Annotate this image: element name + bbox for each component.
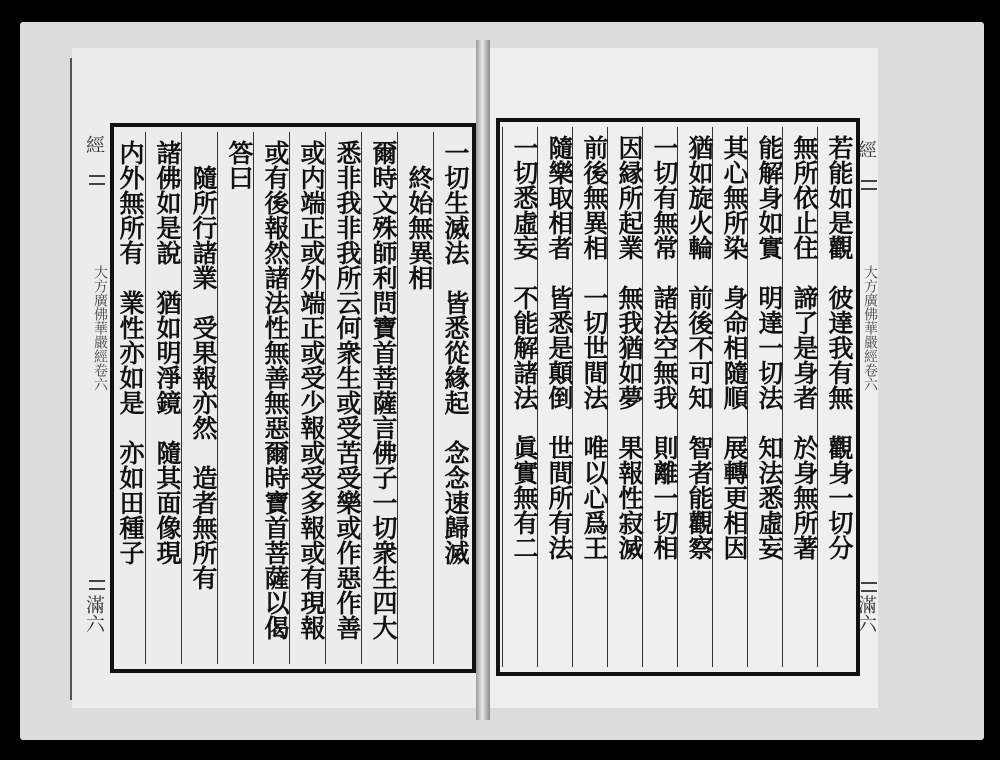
left-margin-page: 滿六 xyxy=(83,595,105,633)
column-text: 其心無所染 身命相隨順 展轉更相因 xyxy=(720,135,749,560)
left-fish-tail-mark xyxy=(89,580,105,590)
text-column xyxy=(502,127,539,667)
left-text-block xyxy=(110,123,476,673)
left-margin-subtitle: 大方廣佛華嚴經卷六 xyxy=(92,265,108,391)
text-column xyxy=(433,132,470,664)
column-text: 終始無異相 xyxy=(405,140,434,290)
text-column xyxy=(712,127,749,667)
column-text: 或内端正或外端正或受少報或受多報或有現報 xyxy=(297,140,326,640)
book-spine xyxy=(476,40,490,720)
text-column xyxy=(361,132,398,664)
column-text: 前後無異相 一切世間法 唯以心爲王 xyxy=(580,135,609,560)
column-text: 一切悉虛妄 不能解諸法 眞實無有二 xyxy=(510,135,539,560)
right-margin-page: 滿六 xyxy=(855,595,877,633)
text-column xyxy=(817,127,854,667)
text-column xyxy=(537,127,574,667)
column-text: 答曰 xyxy=(225,140,254,190)
text-column xyxy=(181,132,218,664)
column-text: 隨樂取相者 皆悉是顛倒 世間所有法 xyxy=(545,135,574,560)
column-text: 諸佛如是說 猶如明淨鏡 隨其面像現 xyxy=(153,140,182,565)
column-text: 因縁所起業 無我猶如夢 果報性寂滅 xyxy=(615,135,644,560)
text-column xyxy=(145,132,182,664)
right-fish-tail-mark xyxy=(861,582,877,592)
left-fish-tail-mark xyxy=(89,175,105,185)
column-text: 無所依止住 諦了是身者 於身無所著 xyxy=(790,135,819,560)
text-column xyxy=(677,127,714,667)
text-column xyxy=(325,132,362,664)
text-column xyxy=(253,132,290,664)
column-text: 若能如是觀 彼達我有無 觀身一切分 xyxy=(825,135,854,560)
column-text: 一切有無常 諸法空無我 則離一切相 xyxy=(650,135,679,560)
left-margin-title: 經 xyxy=(83,135,105,154)
text-column xyxy=(217,132,254,664)
column-text: 内外無所有 業性亦如是 亦如田種子 xyxy=(116,140,145,565)
text-column xyxy=(607,127,644,667)
column-text: 悉非我非我所云何衆生或受苦受樂或作惡作善 xyxy=(333,140,362,640)
text-column xyxy=(782,127,819,667)
right-margin-subtitle: 大方廣佛華嚴經卷六 xyxy=(862,265,878,391)
text-column xyxy=(289,132,326,664)
text-column xyxy=(747,127,784,667)
column-text: 爾時文殊師利問寶首菩薩言佛子一切衆生四大 xyxy=(369,140,398,640)
right-text-block xyxy=(496,118,860,676)
text-column xyxy=(642,127,679,667)
column-text: 猶如旋火輪 前後不可知 智者能觀察 xyxy=(685,135,714,560)
column-text: 一切生滅法 皆悉從緣起 念念速歸滅 xyxy=(441,140,470,565)
column-text: 隨所行諸業 受果報亦然 造者無所有 xyxy=(189,140,218,590)
column-text: 能解身如實 明達一切法 知法悉虛妄 xyxy=(755,135,784,560)
text-column xyxy=(572,127,609,667)
right-margin-title: 經 xyxy=(855,140,877,159)
text-column xyxy=(109,132,145,664)
column-text: 或有後報然諸法性無善無惡爾時寶首菩薩以偈 xyxy=(261,140,290,640)
text-column xyxy=(397,132,434,664)
right-fish-tail-mark xyxy=(861,180,877,190)
